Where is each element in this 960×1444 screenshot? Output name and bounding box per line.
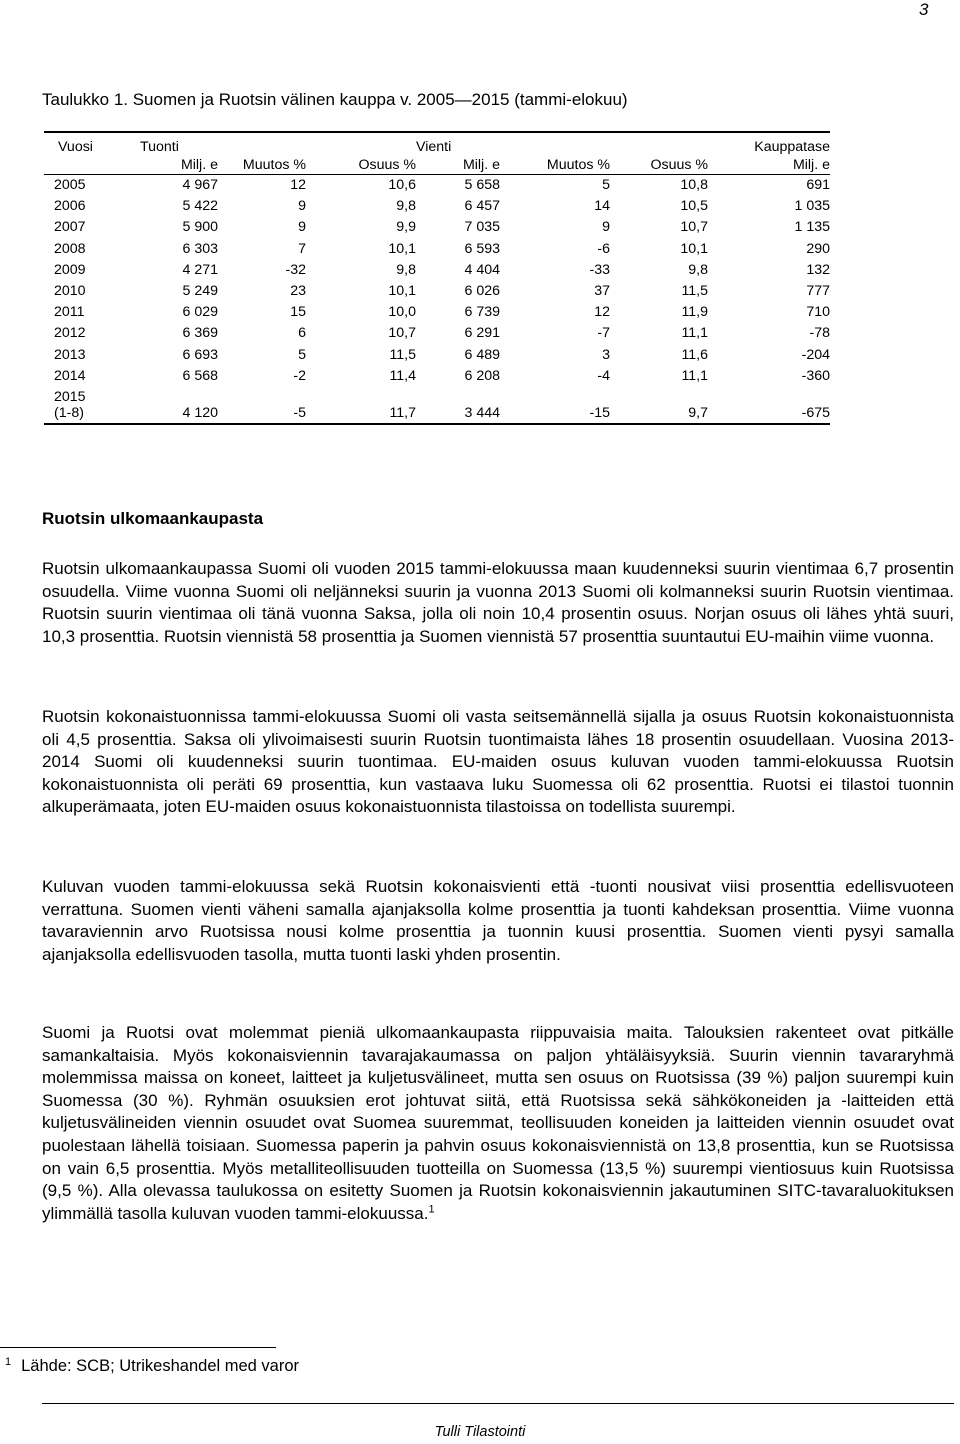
table-cell: 6 457: [464, 198, 500, 215]
year-cell: 2007: [54, 219, 86, 236]
table-row: [44, 323, 830, 344]
table-cell: 4 404: [464, 261, 500, 278]
table-cell: -6: [597, 240, 610, 257]
table-cell: 6 303: [182, 240, 218, 257]
subheader-cell: Muutos %: [242, 157, 306, 173]
table-cell: 6 029: [182, 304, 218, 321]
table-cell: 4 967: [182, 177, 218, 193]
header-export: Vienti: [416, 132, 500, 157]
subheader-cell: Osuus %: [358, 157, 416, 173]
table-cell: 6 026: [464, 283, 500, 300]
year-cell: 2008: [54, 240, 86, 257]
table-cell: 7 035: [464, 219, 500, 236]
table-cell: 10,7: [680, 219, 708, 236]
table-cell: 710: [806, 304, 830, 321]
subheader-cell: Muutos %: [546, 157, 610, 173]
table-cell: -15: [500, 387, 610, 424]
table-cell: 5 900: [182, 219, 218, 236]
table-subheader-row: [44, 157, 830, 175]
paragraph-4-text: Suomi ja Ruotsi ovat molemmat pieniä ulkomaankaupasta riippuvaisia maita. Talouksien rakenteet ovat pitkälle samankaltaisia. Myös kokonaisviennin tavarajakaumassa on paljon yhtäläisyyksiä. Suurin viennin tavararyhmä molemmissa maissa on koneet, laitteet ja kuljetusvälineet, mutta sen osuus on Ruotsissa (39 %) paljon suurempi kuin Suomessa (30 %). Ryhmän osuuksien erot johtuvat siitä, että Ruotsissa sekä sähkökoneiden ja -laitteiden että kuljetusvälineiden viennin osuudet ovat Suomea suuremmat, teollisuuden koneiden ja laitteiden viennin osuudet ovat puolestaan lähellä toisiaan. Suomessa paperin ja pahvin osuus kokonaisviennistä on 13,8 prosenttia, kun se Ruotsissa on vain 6,5 prosenttia. Myös metalliteollisuuden tuotteilla on Suomessa (13,5 %) suurempi vientiosuus kuin Ruotsissa (9,5 %). Alla olevassa taulukossa on esitetty Suomen ja Ruotsin kokonaisviennin jakautuminen SITC-tavaraluokituksen ylimmällä tasolla kuluvan vuoden tammi-elokuussa.: [42, 1023, 954, 1223]
table-cell: 9,8: [688, 261, 708, 278]
table-cell: 3: [602, 346, 610, 363]
table-cell: -360: [801, 367, 830, 384]
table-cell: 10,1: [388, 240, 416, 257]
subheader-cell: Milj. e: [792, 157, 830, 173]
table-cell: 7: [298, 240, 306, 257]
table-cell: 6 369: [182, 325, 218, 342]
year-cell: 2009: [54, 261, 86, 278]
page-number: 3: [919, 0, 929, 19]
table-cell: 10,1: [680, 240, 708, 257]
table-cell: 12: [290, 177, 306, 193]
table-cell: 15: [290, 304, 306, 321]
table-cell: 5 422: [182, 198, 218, 215]
year-cell: 2014: [54, 367, 86, 384]
paragraph-4: [42, 1022, 954, 1225]
section-title: Ruotsin ulkomaankaupasta: [42, 509, 264, 528]
table-cell: 11,6: [681, 346, 708, 363]
table-cell: 132: [806, 261, 830, 278]
footnote-ref[interactable]: 1: [428, 1203, 435, 1216]
year-cell: 2010: [54, 283, 86, 300]
table-cell: 9: [298, 219, 306, 236]
table-cell: -204: [801, 346, 830, 363]
year-cell: [44, 387, 140, 424]
table-cell: 23: [290, 283, 306, 300]
table-cell: -2: [293, 367, 306, 384]
table-cell: 12: [594, 304, 610, 321]
subheader-cell: Osuus %: [650, 157, 708, 173]
subheader-cell: Milj. e: [462, 157, 500, 173]
table-cell: -5: [218, 387, 306, 424]
table-row: [44, 345, 830, 366]
table-cell: 10,7: [388, 325, 416, 342]
year-cell: 2005: [54, 177, 86, 193]
table-cell: 290: [806, 240, 830, 257]
year-cell: 2011: [54, 304, 85, 321]
table-cell: 1 035: [794, 198, 830, 215]
table-cell: 10,8: [680, 177, 708, 193]
table-row: [44, 239, 830, 260]
table-cell: 11,5: [389, 346, 416, 363]
table-cell: 11,5: [681, 283, 708, 300]
table-caption: Taulukko 1. Suomen ja Ruotsin välinen kauppa v. 2005—2015 (tammi-elokuu): [42, 90, 628, 109]
table-row: [44, 387, 830, 424]
year-cell: 2012: [54, 325, 86, 342]
table-cell: 11,4: [389, 367, 416, 384]
table-cell: 5: [298, 346, 306, 363]
table-row: [44, 175, 830, 197]
table-cell: 5 658: [464, 177, 500, 193]
table-cell: 9,9: [396, 219, 416, 236]
table-cell: 9: [602, 219, 610, 236]
paragraph-2: Ruotsin kokonaistuonnissa tammi-elokuussa Suomi oli vasta seitsemännellä sijalla ja osuus Ruotsin kokonaistuonnista oli 4,5 prosenttia. Saksa oli ylivoimaisesti suurin Ruotsin tuontimaista lähes 18 prosentin osuudellaan. Vuosina 2013-2014 Suomi oli kuudenneksi suurin tuontimaa. EU-maiden osuus kuluvan vuoden tammi-elokuussa Ruotsin kokonaistuonnista oli peräti 69 prosenttia, kun vastaava luku Suomessa oli 62 prosenttia. Ruotsi ei tilastoi tuonnin alkuperämaata, joten EU-maiden osuus kokonaistuonnista tilastoissa on todellista suurempi.: [42, 707, 954, 817]
table-cell: 5 249: [182, 283, 218, 300]
paragraph-3: Kuluvan vuoden tammi-elokuussa sekä Ruotsin kokonaisvienti että -tuonti nousivat viisi prosenttia edellisvuoteen verrattuna. Suomen vienti väheni samalla ajanjaksolla kolme prosenttia ja tuonti kahdeksan prosenttia. Viime vuonna tavaraviennin arvo Ruotsissa nousi kolme prosenttia ja tuonnin kuusi prosenttia. Suomen vienti pysyi samalla ajanjaksolla edellisvuoden tasolla, mutta tuonti laski yhden prosentin.: [42, 877, 954, 964]
table-header-row: [44, 132, 830, 157]
table-row: [44, 196, 830, 217]
table-cell: 6 208: [464, 367, 500, 384]
table-cell: 9,7: [610, 387, 708, 424]
table-cell: -33: [589, 261, 610, 278]
year-line-1: 2015: [54, 389, 86, 406]
table-cell: 4 271: [182, 261, 218, 278]
table-cell: 5: [602, 177, 610, 193]
table-cell: 14: [594, 198, 610, 215]
year-cell: 2013: [54, 346, 86, 363]
table-cell: 4 120: [140, 387, 218, 424]
table-row: [44, 260, 830, 281]
table-cell: 11,7: [306, 387, 416, 424]
table-cell: 10,0: [388, 304, 416, 321]
footnote-marker: 1: [5, 1355, 12, 1368]
table-cell: 6 568: [182, 367, 218, 384]
page-footer: Tulli Tilastointi: [434, 1424, 526, 1440]
footer-separator: [42, 1403, 954, 1404]
footnote-text: Lähde: SCB; Utrikeshandel med varor: [21, 1357, 300, 1375]
table-cell: -4: [597, 367, 610, 384]
table-cell: 9,8: [396, 261, 416, 278]
year-cell: 2006: [54, 198, 86, 215]
table-cell: 11,9: [681, 304, 708, 321]
table-cell: 10,1: [388, 283, 416, 300]
table-cell: 3 444: [416, 387, 500, 424]
year-line-2: (1-8): [54, 405, 84, 422]
table-cell: 6: [298, 325, 306, 342]
table-row: [44, 302, 830, 323]
header-year: Vuosi: [44, 132, 140, 157]
table-cell: -675: [708, 387, 830, 424]
table-cell: 777: [806, 283, 830, 300]
table-cell: 9,8: [396, 198, 416, 215]
table-row: [44, 217, 830, 238]
table-cell: -78: [809, 325, 830, 342]
footnote-separator: [0, 1347, 276, 1348]
header-import: Tuonti: [140, 132, 218, 157]
table-cell: 1 135: [794, 219, 830, 236]
footnote: [5, 1357, 299, 1376]
table-cell: 691: [806, 177, 830, 193]
table-cell: 6 593: [464, 240, 500, 257]
table-cell: 6 489: [464, 346, 500, 363]
header-balance: Kauppatase: [708, 132, 830, 157]
trade-table: [44, 131, 830, 425]
table-row: [44, 366, 830, 387]
table-cell: 9: [298, 198, 306, 215]
table-cell: 6 693: [182, 346, 218, 363]
table-row: [44, 281, 830, 302]
table-cell: -7: [597, 325, 610, 342]
table-cell: 10,5: [680, 198, 708, 215]
table-cell: 6 739: [464, 304, 500, 321]
table-cell: 11,1: [681, 325, 708, 342]
table-cell: -32: [285, 261, 306, 278]
table-cell: 10,6: [388, 177, 416, 193]
table-cell: 11,1: [681, 367, 708, 384]
paragraph-1: Ruotsin ulkomaankaupassa Suomi oli vuoden 2015 tammi-elokuussa maan kuudenneksi suurin vientimaa 6,7 prosentin osuudella. Viime vuonna Suomi oli neljänneksi suurin ja vuonna 2013 Suomi oli kolmanneksi suurin Ruotsin vientimaa. Ruotsin suurin vientimaa oli tänä vuonna Saksa, jolla oli noin 10,4 prosentin osuus. Norjan osuus oli lähes yhtä suuri, 10,3 prosenttia. Ruotsin viennistä 58 prosenttia ja Suomen viennistä 57 prosenttia suuntautui EU-maihin viime vuonna.: [42, 559, 954, 646]
table-cell: 6 291: [464, 325, 500, 342]
subheader-cell: Milj. e: [180, 157, 218, 173]
table-cell: 37: [594, 283, 610, 300]
